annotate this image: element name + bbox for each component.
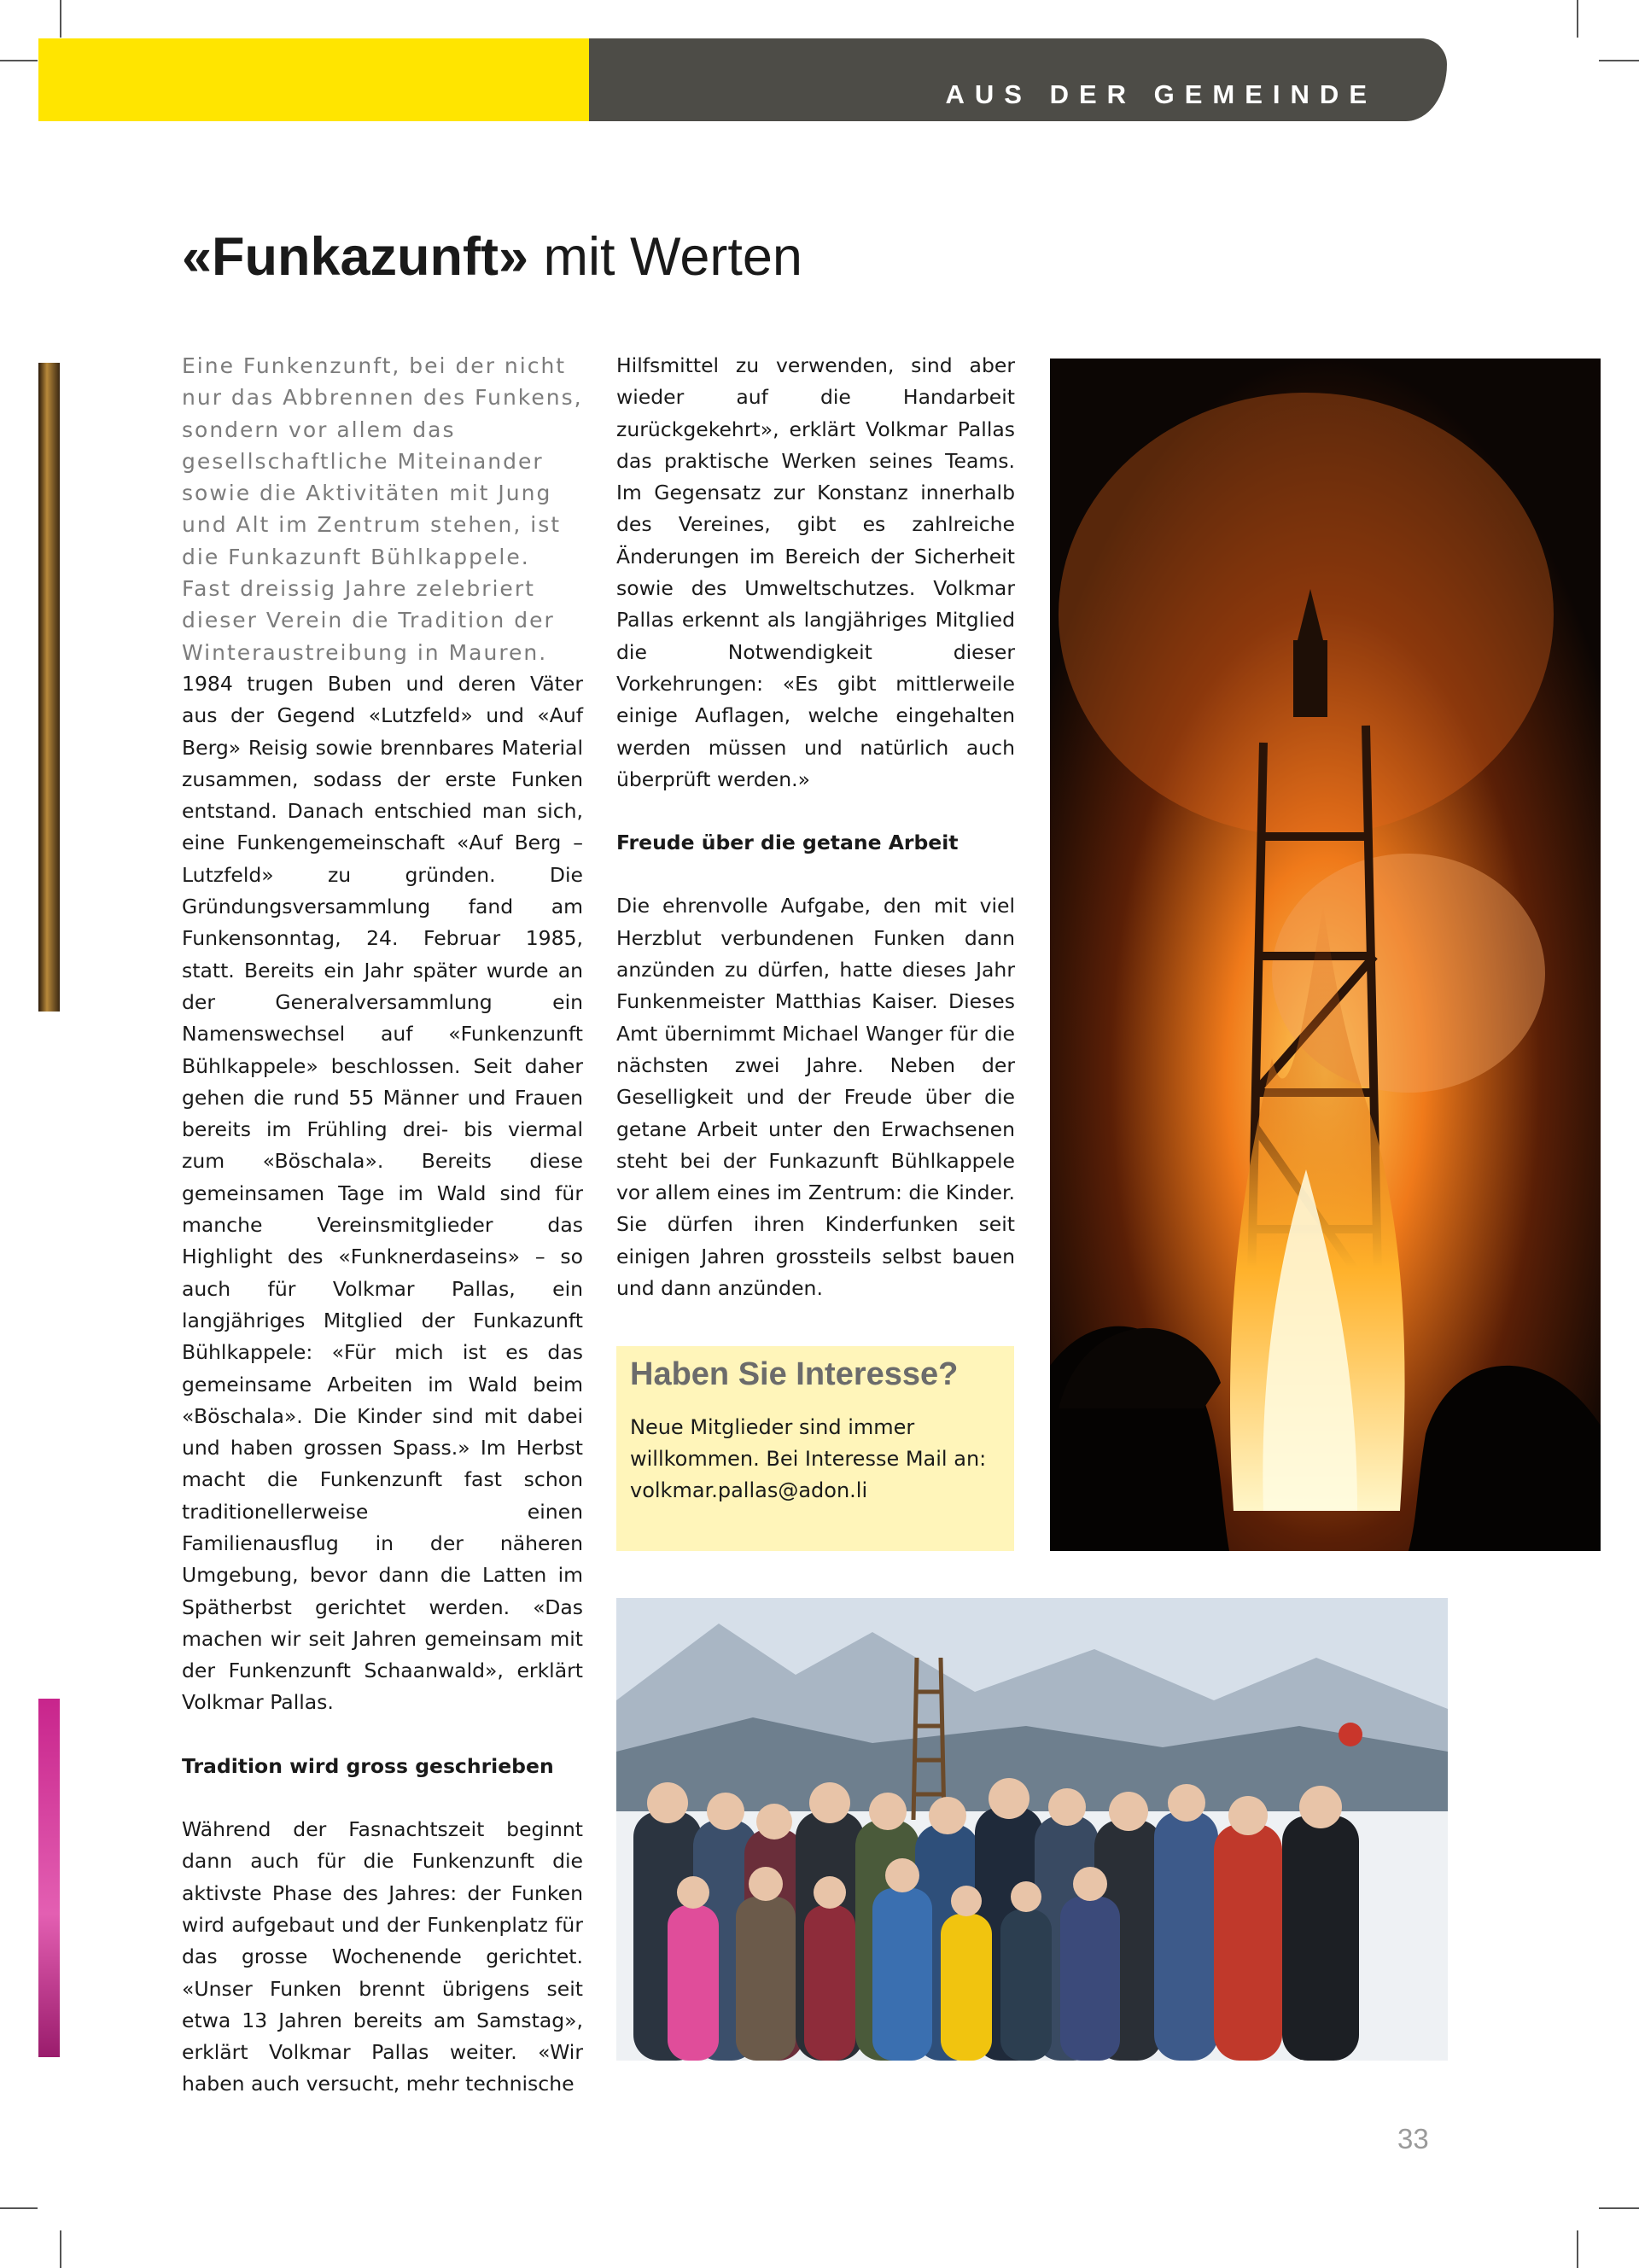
crop-mark-br-h: [1599, 2207, 1639, 2209]
crop-mark-tl-v: [60, 0, 61, 38]
crop-mark-bl-v: [60, 2230, 61, 2268]
burning-funken-photo: [1050, 359, 1601, 1551]
group-photo-funkazunft: [616, 1598, 1448, 2061]
infobox-text: Neue Mitglieder sind immer willkommen. Bei Interesse Mail an:: [630, 1415, 987, 1471]
crop-mark-br-v: [1577, 2230, 1578, 2268]
crop-mark-tl-h: [0, 60, 38, 61]
text-column-middle: [616, 350, 1015, 1304]
title-rest: mit Werten: [528, 227, 802, 287]
crop-mark-bl-h: [0, 2207, 38, 2209]
section-label: AUS DER GEMEINDE: [945, 79, 1377, 109]
title-bold: «Funkazunft»: [182, 227, 529, 287]
crop-mark-tr-v: [1577, 0, 1578, 38]
infobox-heading: Haben Sie Interesse?: [630, 1356, 959, 1392]
body-paragraph-4: Die ehrenvolle Aufgabe, den mit viel Herzblut verbundenen Funken dann anzünden zu dürfen, hatte dieses Jahr Funkenmeister Matthias Kaiser. Dieses Amt übernimmt Michael Wanger für die nächsten zwei Jahre. Neben der Geselligkeit und der Freude über die getane Arbeit unter den Erwachsenen steht bei der Funkazunft Bühlkappele vor allem eines im Zentrum: die Kinder. Sie dürfen ihren Kinderfunken seit einigen Jahren grossteils selbst bauen und dann anzünden.: [616, 894, 1015, 1301]
burning-funken-illustration: [1050, 359, 1601, 1551]
crop-mark-tr-h: [1599, 60, 1639, 61]
body-paragraph-3: Hilfsmittel zu verwenden, sind aber wieder auf die Handarbeit zurückgekehrt», erklärt Volkmar Pallas das praktische Werken seines Teams. Im Gegensatz zur Konstanz innerhalb des Vereines, gibt es zahlreiche Änderungen im Bereich der Sicherheit sowie des Umweltschutzes. Volkmar Pallas erkennt als langjähriges Mitglied die Notwendigkeit dieser Vorkehrungen: «Es gibt mittlerweile einige Auflagen, welche eingehalten werden müssen und natürlich auch überprüft werden.»: [616, 353, 1015, 791]
subheading-freude: Freude über die getane Arbeit: [616, 831, 959, 855]
article-title: [182, 226, 802, 288]
interest-infobox: [616, 1346, 1014, 1551]
body-paragraph-2: Während der Fasnachtszeit beginnt dann auch für die Funkenzunft die aktivste Phase des Jahres: der Funken wird aufgebaut und der Funkenplatz für das grosse Wochenende gerichtet. «Unser Funken brennt übrigens seit etwa 13 Jahren bereits am Samstag», erklärt Volkmar Pallas weiter. «Wir haben auch versucht, mehr technische: [182, 1817, 583, 2096]
page-number: 33: [1397, 2123, 1429, 2154]
left-edge-photo-strip-lower: [38, 1699, 60, 2057]
header-accent-bar: [38, 38, 589, 121]
infobox-email-link[interactable]: volkmar.pallas@adon.li: [630, 1478, 868, 1502]
subheading-tradition: Tradition wird gross geschrieben: [182, 1753, 554, 1778]
header-section-bar: [589, 38, 1447, 121]
text-column-left: [182, 350, 583, 2101]
lead-paragraph: Eine Funkenzunft, bei der nicht nur das Abbrennen des Funkens, sondern vor allem das gesellschaftliche Miteinander sowie die Aktivitäten mit Jung und Alt im Zentrum stehen, ist die Funkazunft Bühlkappele. Fast dreissig Jahre zelebriert dieser Verein die Tradition der Winteraustreibung in Mauren.: [182, 353, 583, 665]
left-edge-photo-strip: [38, 363, 60, 1012]
group-photo-illustration: [616, 1598, 1448, 2061]
body-paragraph-1: 1984 trugen Buben und deren Väter aus der Gegend «Lutzfeld» und «Auf Berg» Reisig sowie brennbares Material zusammen, sodass der erste Funken entstand. Danach entschied man sich, eine Funkengemeinschaft «Auf Berg – Lutzfeld» zu gründen. Die Gründungsversammlung fand am Funkensonntag, 24. Februar 1985, statt. Bereits ein Jahr später wurde an der Generalversammlung ein Namenswechsel auf «Funkenzunft Bühlkappele» beschlossen. Seit daher gehen die rund 55 Männer und Frauen bereits im Frühling drei- bis viermal zum «Böschala». Bereits diese gemeinsamen Tage im Wald sind für manche Vereinsmitglieder das Highlight des «Funknerdaseins» – so auch für Volkmar Pallas, ein langjähriges Mitglied der Funkazunft Bühlkappele: «Für mich ist es das gemeinsame Arbeiten im Wald beim «Böschala». Die Kinder sind mit dabei und haben grossen Spass.» Im Herbst macht die Funkenzunft fast schon traditionellerweise einen Familienausflug in der näheren Umgebung, bevor dann die Latten im Spätherbst gerichtet werden. «Das machen wir seit Jahren gemeinsam mit der Funkenzunft Schaanwald», erklärt Volkmar Pallas.: [182, 671, 583, 1715]
